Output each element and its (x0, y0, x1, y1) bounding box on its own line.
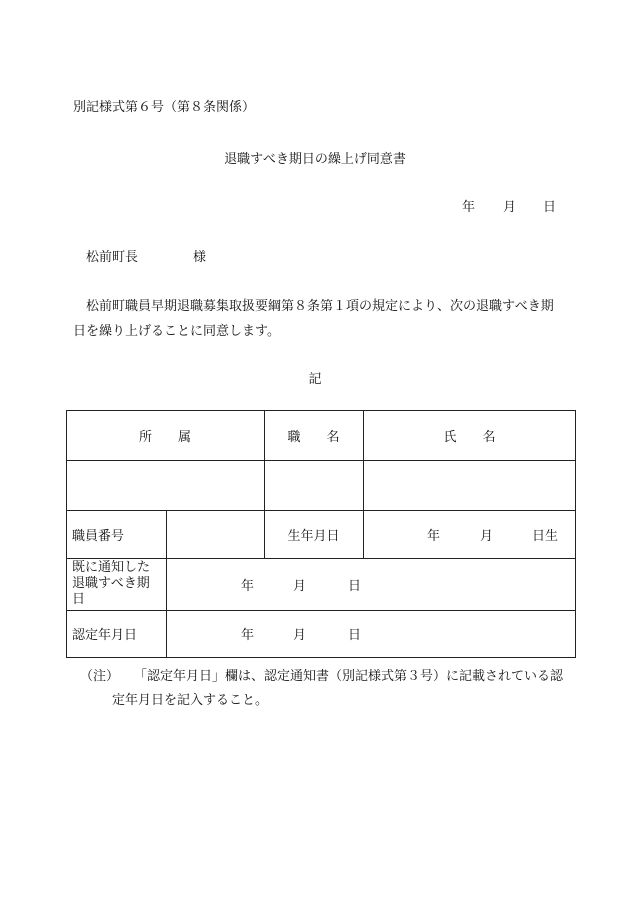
header-name: 氏 名 (443, 429, 496, 445)
notified-date-label (72, 558, 166, 612)
body-text-line-2: 日を繰り上げることに同意します。 (73, 324, 280, 339)
form-number-label: 別記様式第６号（第８条関係） (73, 100, 256, 115)
info-table (66, 410, 576, 658)
ki-heading: 記 (308, 372, 322, 387)
certified-year-label: 年 (241, 628, 255, 643)
body-text-line-1: 松前町職員早期退職募集取扱要綱第８条第１項の規定により、次の退職すべき期 (86, 299, 554, 314)
name-field[interactable] (363, 460, 576, 510)
date-month-label: 月 (503, 200, 517, 215)
certified-date-label: 認定年月日 (72, 628, 138, 643)
notified-day-label: 日 (348, 578, 362, 594)
document-title: 退職すべき期日の繰上げ同意書 (224, 152, 406, 167)
staff-number-field[interactable] (166, 510, 264, 558)
notified-date-label-line: 既に通知した (72, 560, 151, 575)
staff-number-label: 職員番号 (72, 528, 125, 544)
birth-day-label: 日生 (532, 528, 559, 544)
affiliation-field[interactable] (66, 460, 264, 510)
header-affiliation: 所 属 (138, 429, 191, 445)
notified-year-label: 年 (241, 578, 255, 594)
table-border-bottom (66, 657, 576, 658)
note-text-line-1: 「認定年月日」欄は、認定通知書（別記様式第３号）に記載されている認 (134, 669, 564, 684)
addressee: 松前町長 (86, 250, 139, 265)
honorific: 様 (193, 250, 207, 265)
note-text-line-2: 定年月日を記入すること。 (112, 693, 269, 708)
certified-day-label: 日 (348, 628, 362, 643)
birth-date-label: 生年月日 (287, 528, 340, 544)
date-day-label: 日 (543, 200, 557, 215)
notified-date-label-line: 退職すべき期 (72, 576, 150, 591)
notified-date-label-line: 日 (72, 592, 86, 607)
birth-year-label: 年 (427, 528, 441, 544)
birth-month-label: 月 (480, 528, 494, 544)
certified-month-label: 月 (293, 628, 307, 643)
notified-month-label: 月 (293, 578, 307, 594)
position-field[interactable] (264, 460, 363, 510)
date-year-label: 年 (462, 200, 476, 215)
note-label: （注） (80, 669, 120, 684)
header-position: 職 名 (287, 429, 340, 445)
